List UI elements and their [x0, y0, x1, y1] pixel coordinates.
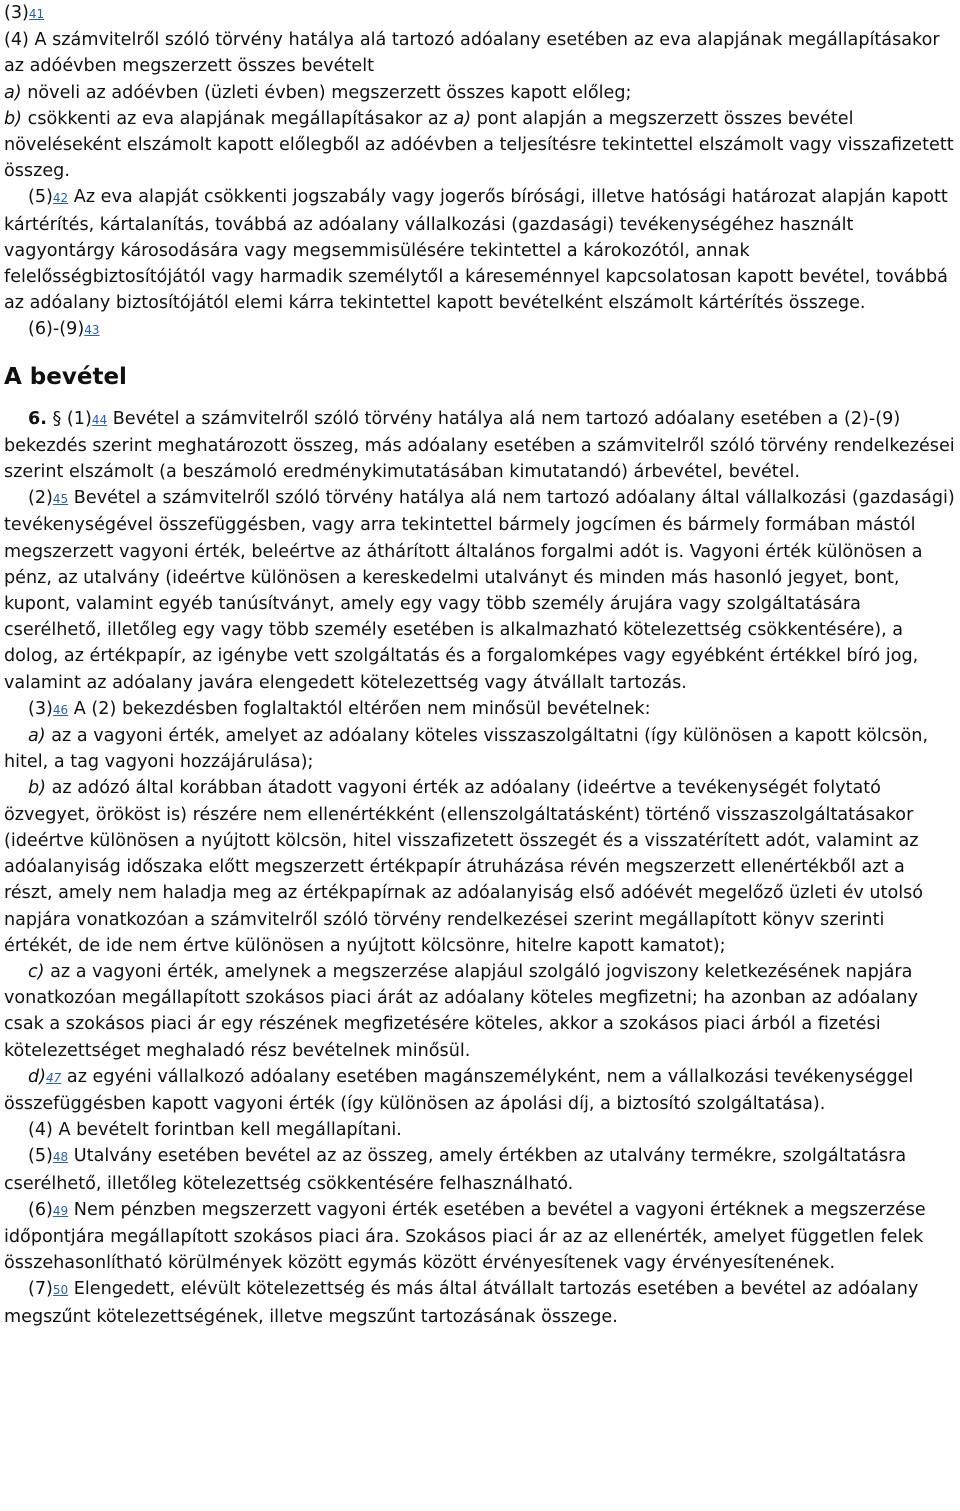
footnote-link[interactable]: 50 [52, 1283, 69, 1298]
paragraph-text: Nem pénzben megszerzett vagyoni érték esetében a bevétel a vagyoni értéknek a megszerzése időpontjára megállapított szokásos piaci ára. Szokásos piaci ár az az ellenérték, amelyet független felek összehasonlítható körülmények között egymás között érvényesítenek vagy érvényesítenének. [4, 1199, 926, 1274]
paragraph-label: (5) [28, 1146, 53, 1167]
point-label: d) [28, 1066, 47, 1087]
paragraph-label: (6) [28, 1199, 53, 1220]
paragraph-label: (5) [28, 187, 53, 208]
section-6-paragraph-5 [4, 1143, 956, 1196]
paragraph-text: A (2) bekezdésben foglaltaktól eltérően nem minősül bevételnek: [68, 698, 651, 719]
footnote-link[interactable]: 42 [52, 191, 69, 206]
point-text: csökkenti az eva alapjának megállapításakor az [22, 108, 454, 129]
point-text: növeli az adóévben (üzleti évben) megszerzett összes kapott előleg; [21, 82, 632, 103]
point-label: b) [4, 108, 23, 129]
point-text: az egyéni vállalkozó adóalany esetében magánszemélyként, nem a vállalkozási tevékenységgel összefüggésben kapott vagyoni érték (így különösen az ápolási díj, a biztosító szolgáltatása). [4, 1066, 914, 1114]
footnote-link[interactable]: 43 [84, 323, 100, 338]
point-b [4, 775, 956, 958]
footnote-link[interactable]: 41 [28, 7, 45, 21]
paragraph-label: (3) [4, 3, 29, 23]
paragraph-5 [4, 184, 956, 316]
point-text: az a vagyoni érték, amelyet az adóalany köteles visszaszolgáltatni (így különösen a kapott kölcsön, hitel, a tag vagyoni hozzájárulása); [4, 726, 929, 773]
point-label: a) [28, 726, 46, 747]
footnote-link[interactable]: 46 [52, 702, 69, 717]
point-label: a) [4, 82, 22, 103]
footnote-link[interactable]: 44 [91, 412, 108, 427]
point-label: b) [28, 778, 47, 799]
section-sign: § [46, 408, 67, 429]
point-c [4, 959, 956, 1064]
section-6-paragraph-4 [4, 1117, 956, 1143]
paragraph-6-9 [4, 316, 956, 343]
paragraph-text: Az eva alapját csökkenti jogszabály vagy jogerős bírósági, illetve hatósági határozat alapján kapott kártérítés, kártalanítás, továbbá az adóalany vállalkozási (gazdasági) tevékenységéhez használt vagyontárgy károsodására vagy megsemmisülésére tekintettel a károkozótól, annak felelősségbiztosítójától vagy harmadik személytől a káreseménnyel kapcsolatosan kapott bevétel, továbbá az adóalany biztosítójától elemi kárra tekintettel kapott bevételként elszámolt kártérítés összege. [4, 187, 948, 314]
point-text: az a vagyoni érték, amelynek a megszerzése alapjául szolgáló jogviszony keletkezésének napjára vonatkozóan megállapított szokásos piaci árát az adóalany köteles megfizetni; ha azonban az adóalany csak a szokásos piaci ár egy részének megfizetésére köteles, akkor a szokásos piaci árból a fizetési kötelezettséget meghaladó rész bevételnek minősül. [4, 961, 918, 1061]
paragraph-text: Bevétel a számvitelről szóló törvény hatálya alá nem tartozó adóalany által vállalkozási (gazdasági) tevékenységével összefüggésben, vagy arra tekintettel bármely jogcímen és bármely formában mástól megszerzett vagyoni érték, beleértve az áthárított általános forgalmi adót is. Vagyoni érték különösen a pénz, az utalvány (ideértve különösen a kereskedelmi utalványt és minden más hasonló jegyet, bont, kupont, valamint egyéb tanúsítványt, amely egy vagy több személy árujára vagy szolgáltatására cserélhető, illetőleg egy vagy több személy esetében is alkalmazható kötelezettség csökkentésére), a dolog, az értékpapír, az igénybe vett szolgáltatás és a forgalomképes vagy egyébként értékkel bíró jog, valamint az adóalany javára elengedett kötelezettség vagy átvállalt tartozás. [4, 488, 955, 693]
paragraph-text: Utalvány esetében bevétel az az összeg, amely értékben az utalvány termékre, szolgáltatásra cserélhető, illetőleg kötelezettség csökkentésére felhasználható. [4, 1146, 907, 1194]
section-6-paragraph-6 [4, 1197, 956, 1277]
section-6-paragraph-3 [4, 696, 956, 723]
section-number: 6. [28, 408, 47, 429]
point-text: az adózó által korábban átadott vagyoni érték az adóalany (ideértve a tevékenységét folytató özvegyet, örököst is) részére nem ellenértékként (ellenszolgáltatásként) történő visszaszolgáltatásakor (ideértve különösen a nyújtott kölcsön, hitel visszafizetett összegét és a visszatérített adót, valamint az adóalanyiság időszaka előtt megszerzett értékpapír átruházása révén megszerzett ellenértékből azt a részt, amely nem haladja meg az értékpapírnak az adóalanyiság első adóévét megelőző üzleti év utolsó napjára vonatkozóan a számvitelről szóló törvény rendelkezései szerint megállapított könyv szerinti értékét, de ide nem értve különösen a nyújtott kölcsönre, hitelre kapott kamatot); [4, 778, 924, 956]
paragraph-4 [4, 27, 956, 79]
paragraph-label: (6)-(9) [28, 319, 85, 340]
point-text: pont alapján a megszerzett összes bevétel növeléseként elszámolt kapott előlegből az adóévben a teljesítésre tekintettel elszámolt vagy visszafizetett összeg. [4, 108, 954, 182]
paragraph-3 [4, 0, 956, 27]
footnote-link[interactable]: 47 [46, 1070, 62, 1085]
point-label: c) [28, 961, 45, 982]
point-b [4, 106, 956, 185]
paragraph-text: Bevétel a számvitelről szóló törvény hatálya alá nem tartozó adóalany esetében a (2)-(9) bekezdés szerint meghatározott összeg, más adóalany esetében a számvitelről szóló törvény rendelkezései szerint elszámolt (a beszámoló eredménykimutatásában kimutatandó) árbevétel, bevétel. [4, 408, 955, 483]
paragraph-text: (4) A bevételt forintban kell megállapítani. [28, 1120, 402, 1141]
footnote-link[interactable]: 49 [52, 1203, 69, 1218]
point-reference: a) [453, 108, 472, 129]
paragraph-text: Elengedett, elévült kötelezettség és más által átvállalt tartozás esetében a bevétel az adóalany megszűnt kötelezettségének, illetve megszűnt tartozásának összege. [4, 1279, 919, 1327]
section-6-paragraph-7 [4, 1276, 956, 1329]
section-6-paragraph-2 [4, 485, 956, 696]
section-6-paragraph-1 [4, 406, 956, 486]
section-heading: A bevétel [4, 363, 127, 390]
footnote-link[interactable]: 48 [52, 1150, 69, 1165]
paragraph-label: (2) [28, 488, 53, 509]
paragraph-label: (7) [28, 1279, 53, 1300]
footnote-link[interactable]: 45 [52, 492, 69, 507]
paragraph-label: (3) [28, 698, 53, 719]
point-a [4, 723, 956, 775]
paragraph-text: (4) A számvitelről szóló törvény hatálya alá tartozó adóalany esetében az eva alapjának megállapításakor az adóévben megszerzett összes bevételt [4, 30, 940, 77]
point-d [4, 1064, 956, 1117]
point-a [4, 80, 956, 106]
paragraph-label: (1) [66, 408, 92, 429]
